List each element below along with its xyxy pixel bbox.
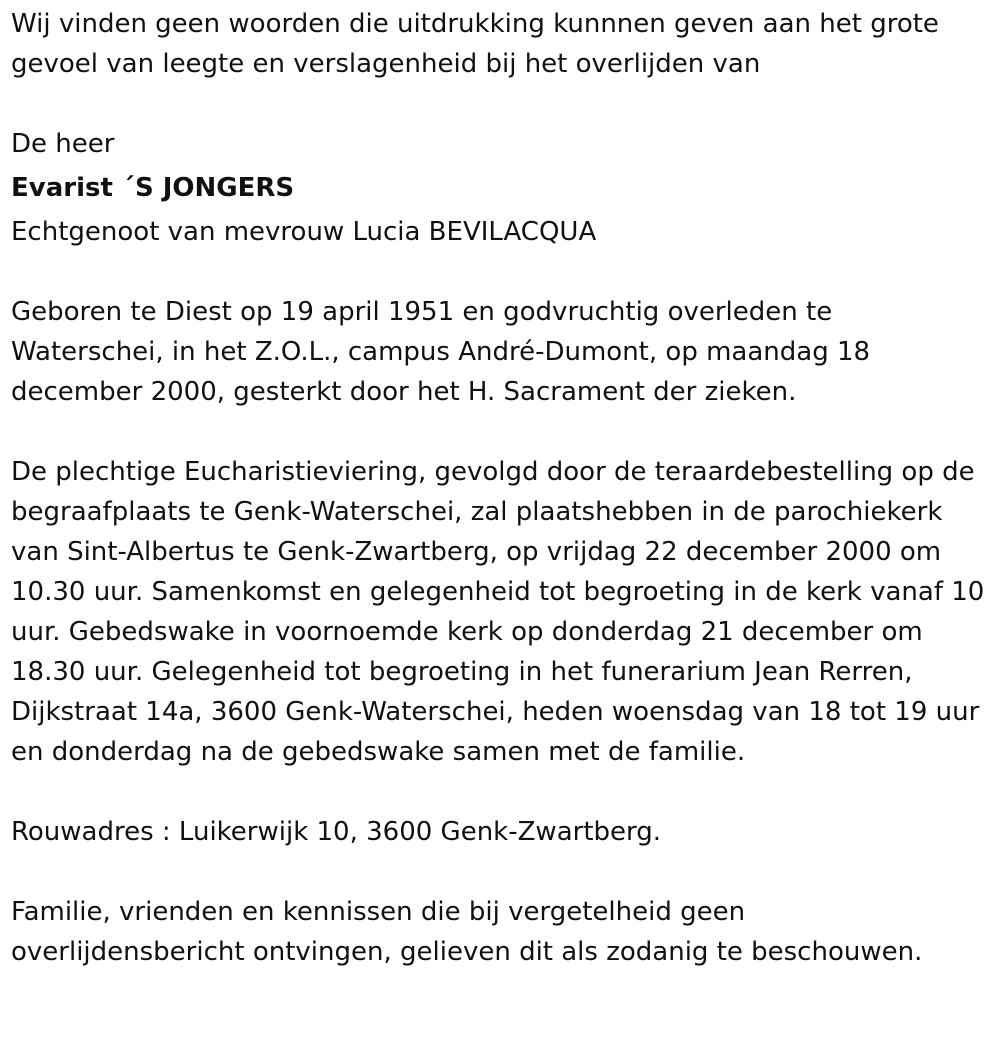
spouse-line: Echtgenoot van mevrouw Lucia BEVILACQUA bbox=[11, 217, 597, 247]
spacer bbox=[11, 252, 986, 292]
ceremony-paragraph: De plechtige Eucharistieviering, gevolgd door de teraardebestelling op de begraafplaats te Genk-Waterschei, zal plaatshebben in de parochiekerk van Sint-Albertus te Genk-Zwartberg, op vrijdag 22 december 2000 om 10.30 uur. Samenkomst en gelegenheid tot begroeting in de kerk vanaf 10 uur. Gebedswake in voornoemde kerk op donderdag 21 december om 18.30 uur. Gelegenheid tot begroeting in het funerarium Jean Rerren, Dijkstraat 14a, 3600 Genk-Waterschei, heden woensdag van 18 tot 19 uur en donderdag na de gebedswake samen met de familie. bbox=[11, 457, 985, 767]
intro-paragraph: Wij vinden geen woorden die uitdrukking kunnnen geven aan het grote gevoel van leegte en verslagenheid bij het overlijden van bbox=[11, 9, 939, 79]
salutation: De heer bbox=[11, 129, 115, 159]
spacer bbox=[11, 772, 986, 812]
spacer bbox=[11, 852, 986, 892]
mourning-address: Rouwadres : Luikerwijk 10, 3600 Genk-Zwartberg. bbox=[11, 817, 662, 847]
spacer bbox=[11, 84, 986, 124]
obituary-notice bbox=[11, 4, 986, 972]
birth-death-paragraph: Geboren te Diest op 19 april 1951 en godvruchtig overleden te Waterschei, in het Z.O.L., campus André-Dumont, op maandag 18 december 2000, gesterkt door het H. Sacrament der zieken. bbox=[11, 297, 871, 407]
closing-paragraph: Familie, vrienden en kennissen die bij vergetelheid geen overlijdensbericht ontvingen, gelieven dit als zodanig te beschouwen. bbox=[11, 897, 923, 967]
deceased-name: Evarist ´S JONGERS bbox=[11, 173, 295, 203]
spacer bbox=[11, 412, 986, 452]
